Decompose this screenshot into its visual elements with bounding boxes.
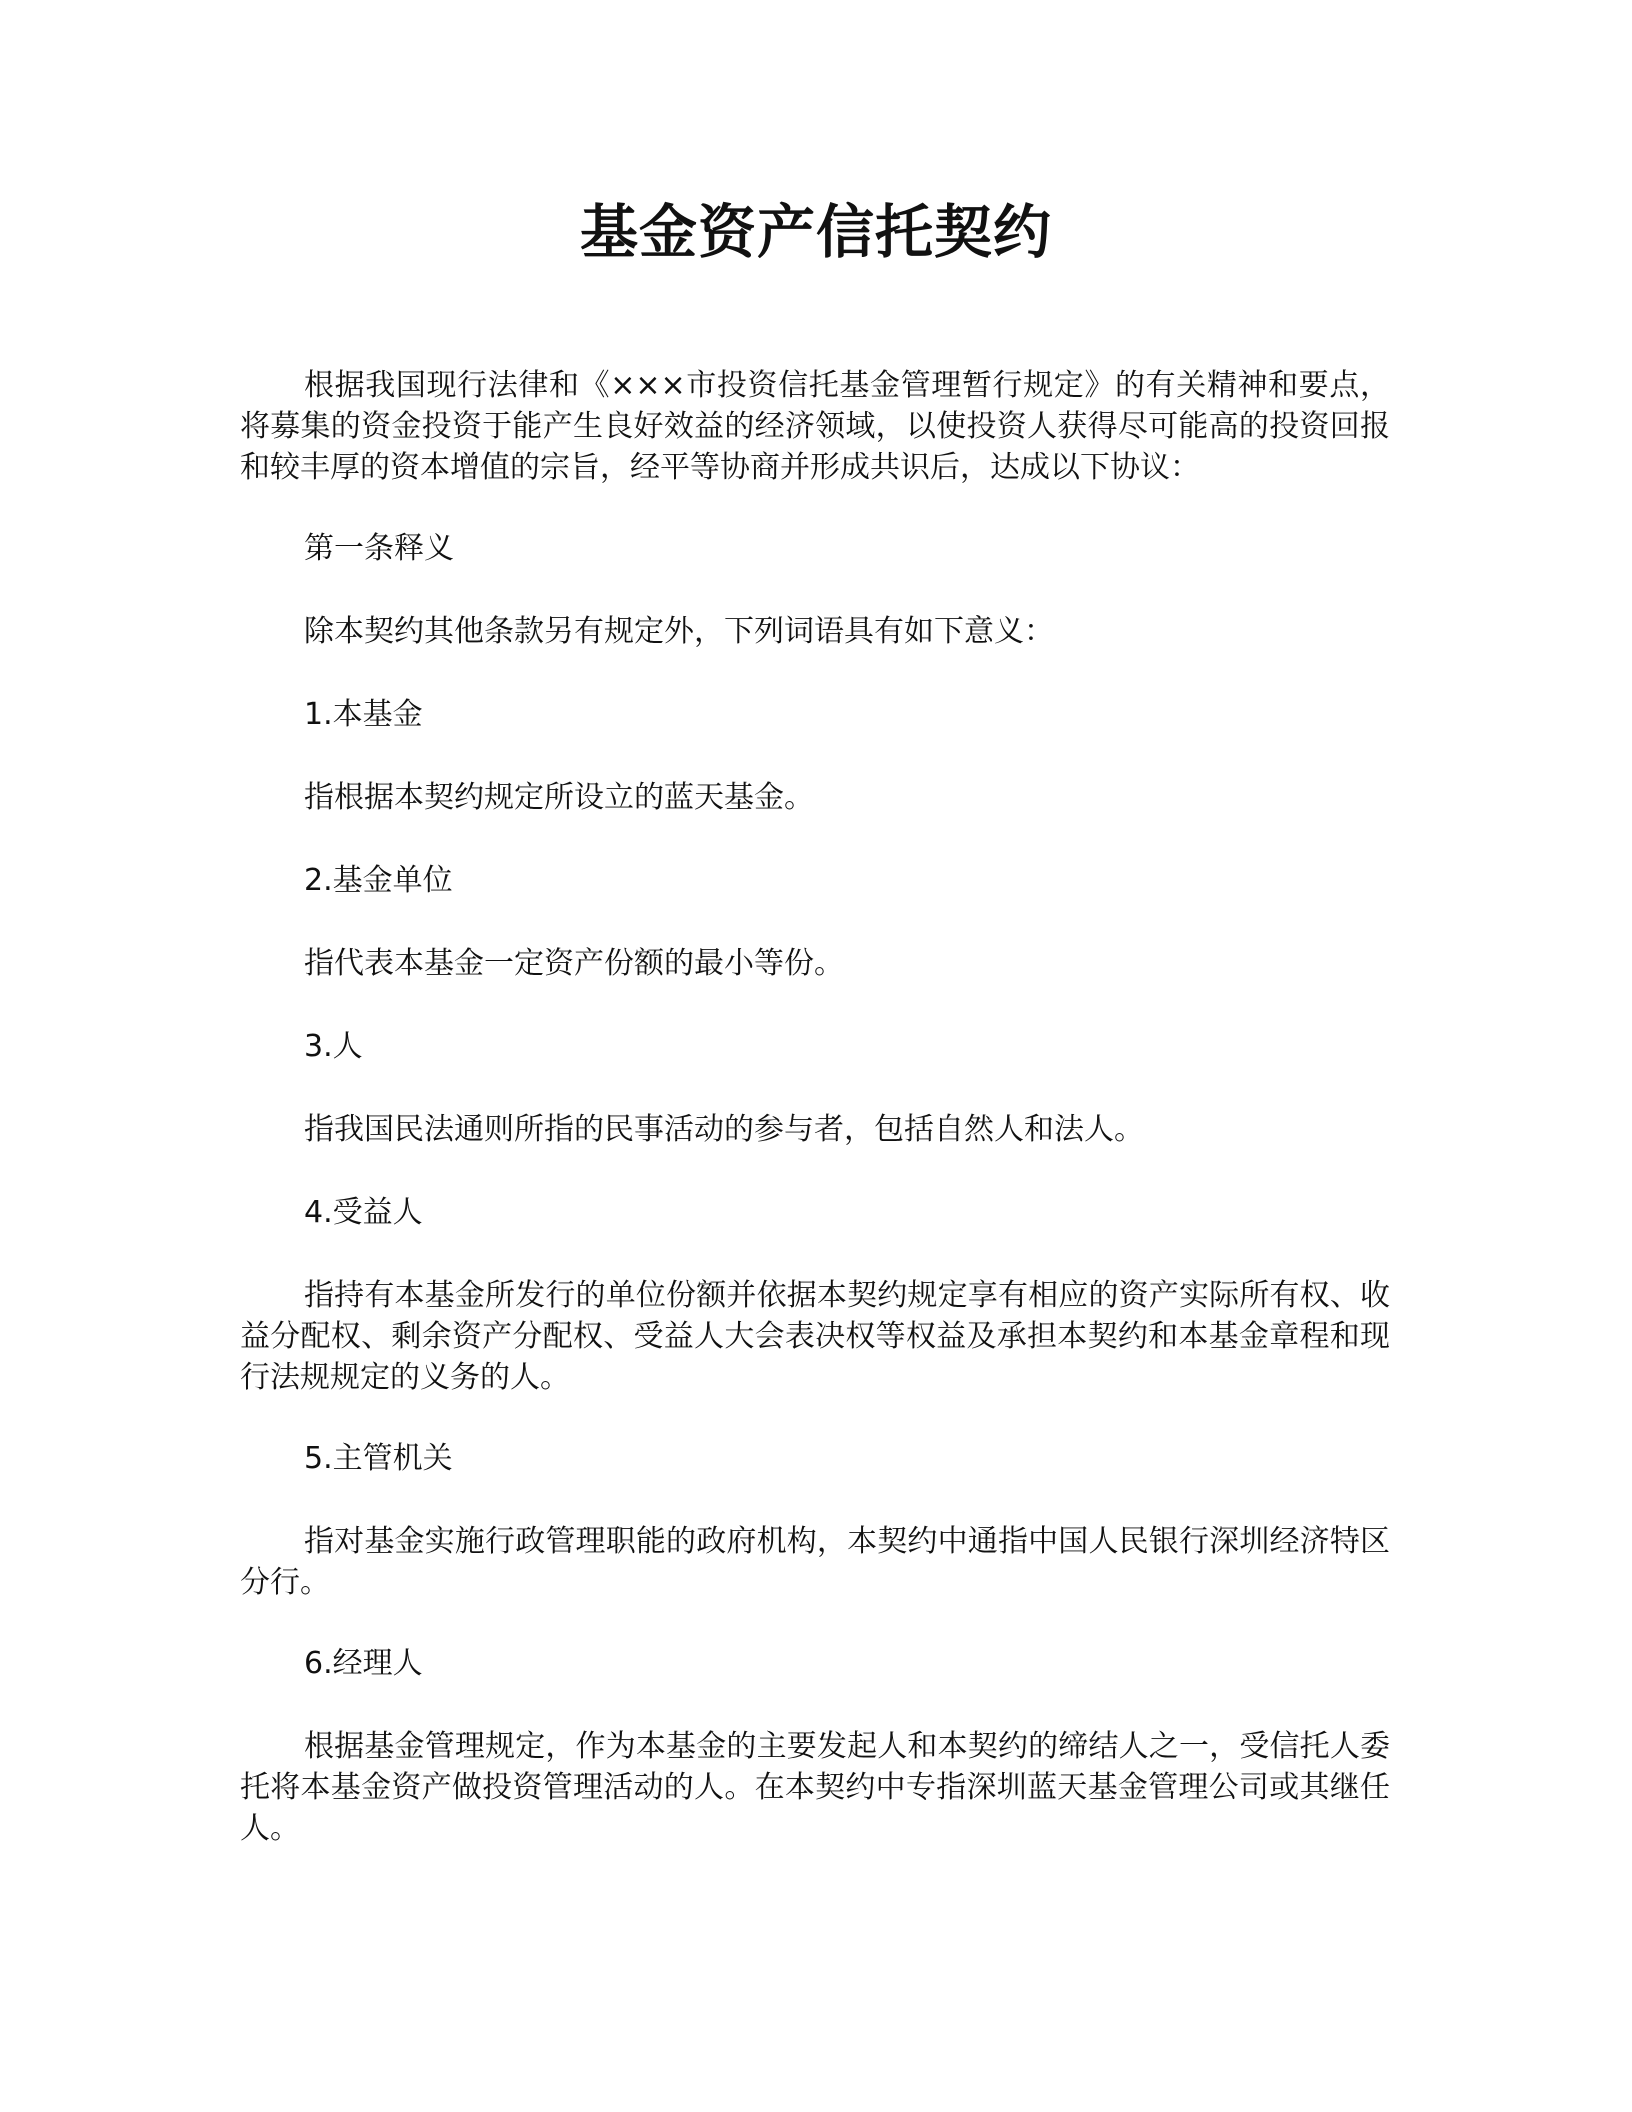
document-body bbox=[240, 365, 1390, 1889]
definition-term: 1.本基金 bbox=[304, 697, 423, 732]
definition-text: 根据基金管理规定，作为本基金的主要发起人和本契约的缔结人之一，受信托人委托将本基金资产做投资管理活动的人。在本契约中专指深圳蓝天基金管理公司或其继任人。 bbox=[240, 1729, 1390, 1846]
definition-term: 2.基金单位 bbox=[304, 863, 453, 898]
definition-term: 6.经理人 bbox=[304, 1646, 423, 1681]
definition-text: 指我国民法通则所指的民事活动的参与者，包括自然人和法人。 bbox=[304, 1112, 1144, 1147]
definition-term: 5.主管机关 bbox=[304, 1441, 453, 1476]
definition-term: 4.受益人 bbox=[304, 1195, 423, 1230]
preamble-paragraph: 根据我国现行法律和《×××市投资信托基金管理暂行规定》的有关精神和要点，将募集的资金投资于能产生良好效益的经济领域，以使投资人获得尽可能高的投资回报和较丰厚的资本增值的宗旨，经平等协商并形成共识后，达成以下协议： bbox=[240, 368, 1390, 485]
definition-text: 指代表本基金一定资产份额的最小等份。 bbox=[304, 946, 844, 981]
definition-term: 3.人 bbox=[304, 1029, 363, 1064]
definition-text: 指持有本基金所发行的单位份额并依据本契约规定享有相应的资产实际所有权、收益分配权、剩余资产分配权、受益人大会表决权等权益及承担本契约和本基金章程和现行法规规定的义务的人。 bbox=[240, 1278, 1390, 1395]
definition-text: 指对基金实施行政管理职能的政府机构，本契约中通指中国人民银行深圳经济特区分行。 bbox=[240, 1524, 1390, 1600]
article-heading: 第一条释义 bbox=[304, 531, 454, 566]
definition-text: 指根据本契约规定所设立的蓝天基金。 bbox=[304, 780, 814, 815]
definitions-intro: 除本契约其他条款另有规定外，下列词语具有如下意义： bbox=[304, 614, 1054, 649]
document-title: 基金资产信托契约 bbox=[579, 198, 1052, 266]
